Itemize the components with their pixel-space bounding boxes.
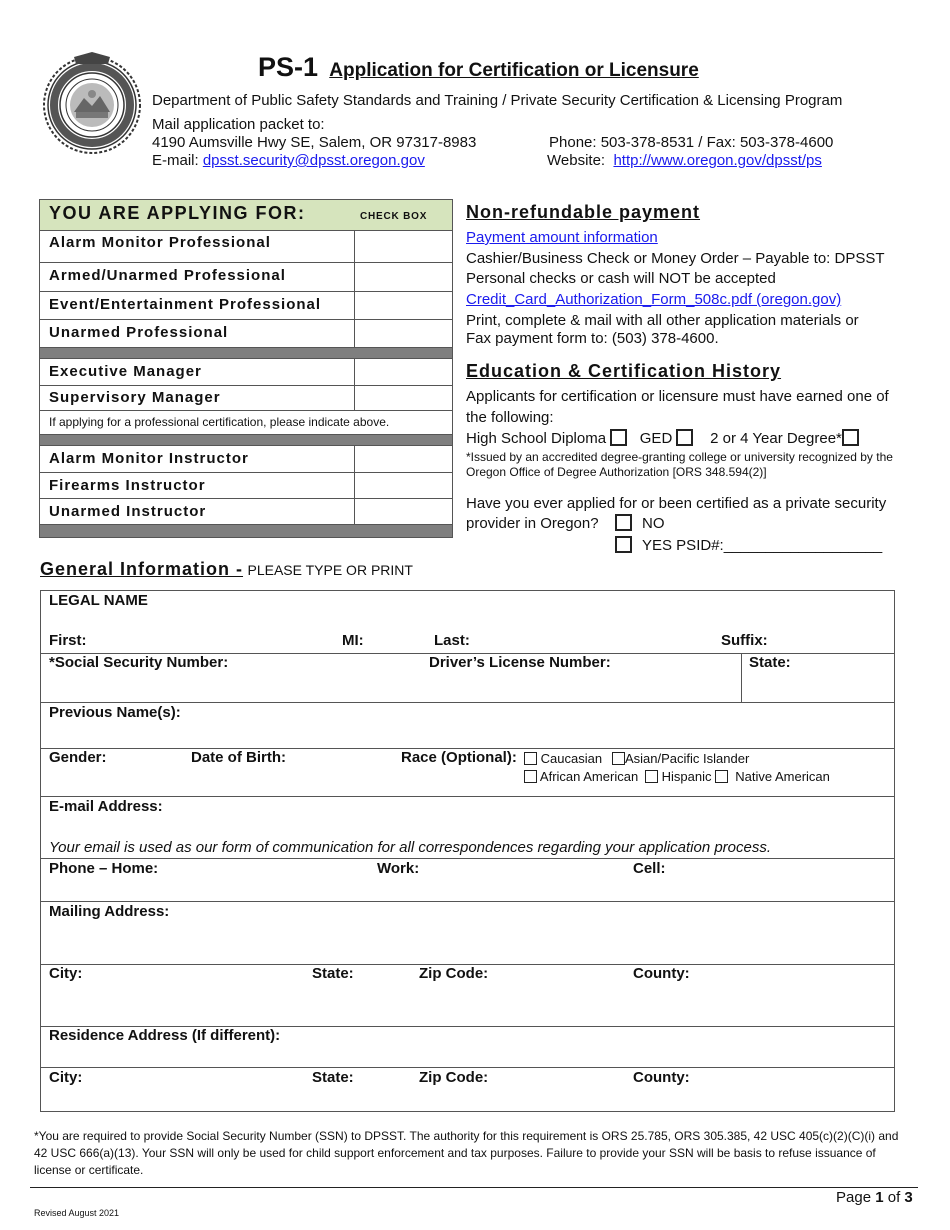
previous-names-field[interactable]: Previous Name(s): [49, 704, 181, 721]
cert-label: Alarm Monitor Professional [49, 234, 271, 251]
residence-state-field[interactable]: State: [312, 1069, 354, 1086]
applying-header [40, 200, 452, 231]
email-note: Your email is used as our form of communication for all correspondences regarding your application process. [49, 839, 772, 856]
dpsst-seal-logo [40, 50, 144, 158]
credit-card-form-link[interactable]: Credit_Card_Authorization_Form_508c.pdf (oregon.gov) [466, 291, 842, 308]
cert-row-supervisory-manager [40, 386, 452, 411]
divider [41, 1067, 894, 1068]
website-link[interactable]: http://www.oregon.gov/dpsst/ps [613, 152, 822, 169]
section-divider [40, 348, 452, 359]
cert-checkbox[interactable] [354, 231, 452, 262]
mailing-zip-field[interactable]: Zip Code: [419, 965, 489, 982]
cert-label: Unarmed Instructor [49, 503, 207, 520]
divider [41, 901, 894, 902]
mailing-city-field[interactable]: City: [49, 965, 83, 982]
page-number [836, 1189, 913, 1206]
education-options [466, 429, 859, 447]
footer-rule [30, 1187, 918, 1188]
ssn-footnote: *You are required to provide Social Security Number (SSN) to DPSST. The authority for this requirement is ORS 25.785, ORS 305.385, 42 USC 405(c)(2)(C)(i) and 42 USC 666(a)(13). Your SSN will only be used for child support enforcement and tax purposes. Failure to provide your SSN will be basis to refuse issuance of license or certificate. [34, 1129, 899, 1177]
website-line [547, 152, 822, 169]
general-info-form [40, 590, 895, 1112]
legal-name-label: LEGAL NAME [49, 592, 148, 609]
revised-date: Revised August 2021 [34, 1208, 120, 1218]
page-current: 1 [875, 1189, 884, 1206]
section-divider [40, 435, 452, 446]
cert-row-unarmed-instructor [40, 499, 452, 525]
general-info-heading [40, 559, 413, 580]
race-option-label: Hispanic [661, 769, 712, 784]
opt-high-school-checkbox[interactable] [610, 429, 627, 446]
cert-row-armed-unarmed-professional [40, 263, 452, 292]
payment-line-2: Personal checks or cash will NOT be accepted [466, 270, 776, 287]
race-caucasian [524, 751, 602, 766]
degree-note-2: Oregon Office of Degree Authorization [ORS 348.594(2)] [466, 465, 767, 479]
applying-title: YOU ARE APPLYING FOR: [49, 203, 306, 223]
first-name-field[interactable]: First: [49, 632, 87, 649]
race-option-label: Asian/Pacific Islander [625, 751, 750, 766]
dob-field[interactable]: Date of Birth: [191, 749, 286, 766]
opt-ged-label: GED [639, 430, 673, 447]
residence-zip-field[interactable]: Zip Code: [419, 1069, 489, 1086]
payment-line-4: Fax payment form to: (503) 378-4600. [466, 330, 719, 347]
drivers-license-field[interactable]: Driver’s License Number: [429, 654, 611, 671]
phone-cell-field[interactable]: Cell: [633, 860, 666, 877]
prior-no-label: NO [642, 515, 665, 532]
professional-note-row [40, 411, 452, 435]
payment-heading: Non-refundable payment [466, 202, 701, 222]
race-option-label: Caucasian [540, 751, 603, 766]
cert-checkbox[interactable] [354, 499, 452, 524]
degree-note-1: *Issued by an accredited degree-granting college or university recognized by the [466, 450, 893, 464]
race-caucasian-checkbox[interactable] [524, 752, 537, 765]
cert-row-alarm-monitor-instructor [40, 446, 452, 473]
residence-address-field[interactable]: Residence Address (If different): [49, 1027, 281, 1044]
prior-question-2: provider in Oregon? [466, 515, 599, 532]
opt-degree-checkbox[interactable] [842, 429, 859, 446]
page-label: Page [836, 1189, 872, 1206]
residence-county-field[interactable]: County: [633, 1069, 690, 1086]
department-line: Department of Public Safety Standards and Training / Private Security Certification & Licensing Program [152, 92, 843, 109]
race-african-american-checkbox[interactable] [524, 770, 537, 783]
prior-yes-checkbox[interactable] [615, 536, 632, 553]
education-intro-2: the following: [466, 409, 554, 426]
professional-note: If applying for a professional certification, please indicate above. [49, 415, 390, 429]
divider [741, 653, 742, 702]
cert-row-firearms-instructor [40, 473, 452, 499]
form-title [258, 52, 699, 83]
phone-home-field[interactable]: Phone – Home: [49, 860, 159, 877]
prior-no-checkbox[interactable] [615, 514, 632, 531]
form-id: PS-1 [258, 52, 319, 82]
race-option-label: Native American [735, 769, 830, 784]
payment-line-3: Print, complete & mail with all other application materials or [466, 312, 859, 329]
general-info-title: General Information - [40, 559, 244, 579]
phone-work-field[interactable]: Work: [377, 860, 420, 877]
applying-for-table [39, 199, 453, 538]
form-title-text: Application for Certification or Licensure [329, 60, 699, 81]
cert-row-alarm-monitor-professional [40, 231, 452, 263]
ssn-field[interactable]: *Social Security Number: [49, 654, 229, 671]
page-total: 3 [904, 1189, 913, 1206]
divider [41, 702, 894, 703]
payment-line-1: Cashier/Business Check or Money Order – Payable to: DPSST [466, 250, 885, 267]
cert-label: Alarm Monitor Instructor [49, 450, 249, 467]
race-native-american-checkbox[interactable] [715, 770, 728, 783]
cert-checkbox[interactable] [354, 263, 452, 291]
email-link[interactable]: dpsst.security@dpsst.oregon.gov [202, 152, 425, 169]
website-label: Website: [547, 152, 606, 169]
race-label: Race (Optional): [401, 749, 517, 766]
education-intro-1: Applicants for certification or licensure must have earned one of [466, 388, 889, 405]
last-name-field[interactable]: Last: [434, 632, 470, 649]
suffix-field[interactable]: Suffix: [721, 632, 768, 649]
education-heading: Education & Certification History [466, 361, 782, 381]
cert-label: Supervisory Manager [49, 389, 221, 406]
email-address-field[interactable]: E-mail Address: [49, 798, 163, 815]
general-info-sub: PLEASE TYPE OR PRINT [247, 562, 413, 578]
phone-fax: Phone: 503-378-8531 / Fax: 503-378-4600 [549, 134, 834, 151]
cert-label: Executive Manager [49, 363, 202, 380]
race-african-american [524, 769, 638, 784]
cert-checkbox[interactable] [354, 320, 452, 347]
cert-label: Unarmed Professional [49, 324, 229, 341]
opt-high-school-label: High School Diploma [466, 430, 607, 447]
mail-label: Mail application packet to: [152, 116, 325, 133]
section-divider [40, 525, 452, 537]
race-option-label: African American [539, 769, 639, 784]
cert-checkbox[interactable] [354, 386, 452, 410]
prior-yes-psid: YES PSID#:___________________ [642, 537, 883, 554]
cert-label: Firearms Instructor [49, 477, 206, 494]
divider [41, 796, 894, 797]
race-asian-checkbox[interactable] [612, 752, 625, 765]
race-native-american [715, 769, 830, 784]
mail-address: 4190 Aumsville Hwy SE, Salem, OR 97317-8983 [152, 134, 477, 151]
email-line [152, 152, 425, 169]
cert-row-event-entertainment-professional [40, 292, 452, 320]
mailing-address-field[interactable]: Mailing Address: [49, 903, 170, 920]
cert-checkbox[interactable] [354, 446, 452, 472]
mailing-state-field[interactable]: State: [312, 965, 354, 982]
email-label: E-mail: [152, 152, 199, 169]
cert-label: Event/Entertainment Professional [49, 296, 322, 313]
prior-question-1: Have you ever applied for or been certified as a private security [466, 495, 887, 512]
mi-field[interactable]: MI: [342, 632, 364, 649]
mailing-county-field[interactable]: County: [633, 965, 690, 982]
opt-degree-label: 2 or 4 Year Degree* [710, 430, 842, 447]
page-of: of [887, 1189, 901, 1206]
cert-checkbox[interactable] [354, 473, 452, 498]
cert-row-executive-manager [40, 359, 452, 386]
race-asian [612, 751, 749, 766]
dl-state-field[interactable]: State: [749, 654, 791, 671]
race-hispanic-checkbox[interactable] [645, 770, 658, 783]
payment-info-link[interactable]: Payment amount information [466, 229, 658, 246]
opt-ged-checkbox[interactable] [676, 429, 693, 446]
gender-field[interactable]: Gender: [49, 749, 107, 766]
cert-label: Armed/Unarmed Professional [49, 267, 286, 284]
cert-checkbox[interactable] [354, 359, 452, 385]
race-hispanic [645, 769, 711, 784]
residence-city-field[interactable]: City: [49, 1069, 83, 1086]
cert-checkbox[interactable] [354, 292, 452, 319]
check-box-label: CHECK BOX [360, 211, 428, 222]
divider [41, 858, 894, 859]
cert-row-unarmed-professional [40, 320, 452, 348]
